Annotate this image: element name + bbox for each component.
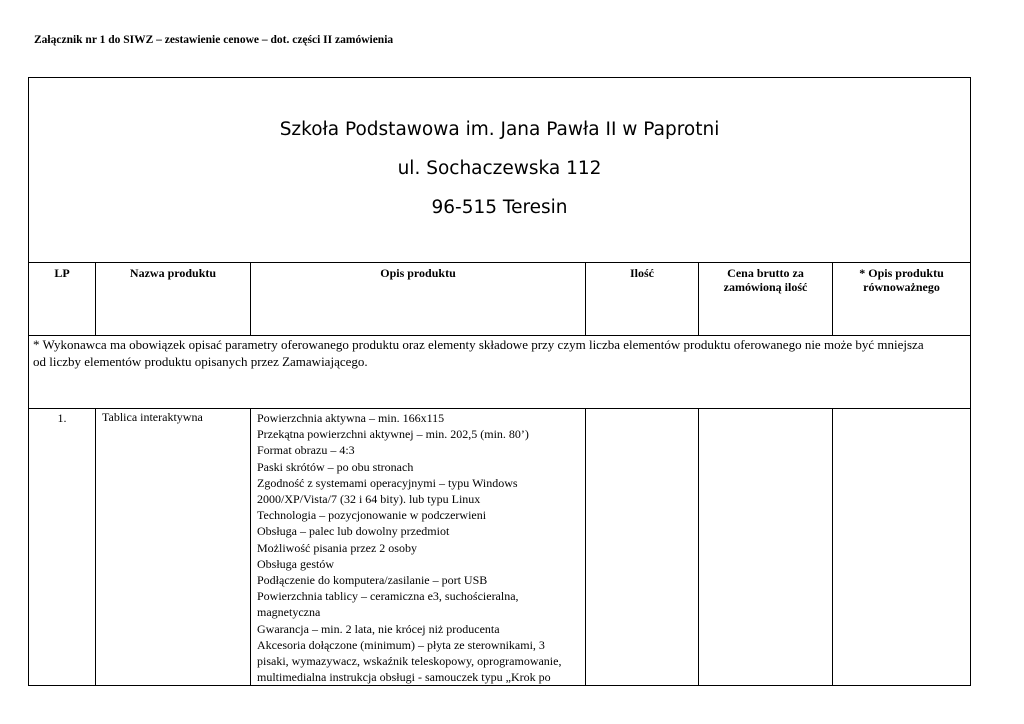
col-header-equivalent: * Opis produktu równoważnego — [833, 263, 971, 336]
row-qty — [586, 409, 699, 686]
col-header-price: Cena brutto za zamówioną ilość — [699, 263, 833, 336]
desc-line: Paski skrótów – po obu stronach — [257, 459, 414, 474]
row-equivalent — [833, 409, 971, 686]
contractor-note: * Wykonawca ma obowiązek opisać parametry oferowanego produktu oraz elementy składowe przy czym liczba elementów produktu oferowanego nie może być mniejsza od liczby elementów produktu opisanych przez Zamawiającego. — [29, 336, 971, 409]
table-row — [29, 409, 971, 686]
attachment-header: Załącznik nr 1 do SIWZ – zestawienie cenowe – dot. części II zamówienia — [34, 34, 394, 46]
desc-line: Możliwość pisania przez 2 osoby — [257, 540, 417, 555]
desc-line: Obsługa – palec lub dowolny przedmiot — [257, 524, 450, 539]
desc-line: Gwarancja – min. 2 lata, nie krócej niż producenta — [257, 621, 500, 636]
desc-line: Format obrazu – 4:3 — [257, 443, 355, 458]
desc-line: magnetyczna — [257, 605, 321, 620]
col-header-qty: Ilość — [586, 263, 699, 336]
desc-line: Przekątna powierzchni aktywnej – min. 202,5 (min. 80’) — [257, 427, 529, 442]
desc-line: Powierzchnia tablicy – ceramiczna e3, suchościeralna, — [257, 589, 519, 604]
school-title-cell — [29, 78, 971, 263]
col-header-desc: Opis produktu — [251, 263, 586, 336]
school-city: 96-515 Teresin — [431, 197, 568, 218]
row-product-desc — [251, 409, 586, 686]
row-product-name: Tablica interaktywna — [96, 409, 251, 686]
col-header-lp: LP — [29, 263, 96, 336]
desc-line: Zgodność z systemami operacyjnymi – typu Windows — [257, 475, 518, 490]
desc-line: multimedialna instrukcja obsługi - samouczek typu „Krok po — [257, 670, 551, 685]
desc-line: Podłączenie do komputera/zasilanie – port USB — [257, 573, 488, 588]
price-table — [28, 77, 971, 686]
desc-line: Obsługa gestów — [257, 556, 334, 571]
desc-line: Technologia – pozycjonowanie w podczerwieni — [257, 508, 487, 523]
desc-line: Powierzchnia aktywna – min. 166x115 — [257, 411, 445, 425]
school-street: ul. Sochaczewska 112 — [397, 158, 602, 179]
row-price — [699, 409, 833, 686]
col-header-name: Nazwa produktu — [96, 263, 251, 336]
desc-line: 2000/XP/Vista/7 (32 i 64 bity). lub typu Linux — [257, 492, 481, 507]
desc-line: pisaki, wymazywacz, wskaźnik teleskopowy, oprogramowanie, — [257, 654, 562, 669]
desc-line: Akcesoria dołączone (minimum) – płyta ze sterownikami, 3 — [257, 637, 545, 652]
school-name: Szkoła Podstawowa im. Jana Pawła II w Paprotni — [279, 119, 720, 140]
row-lp: 1. — [29, 409, 96, 686]
